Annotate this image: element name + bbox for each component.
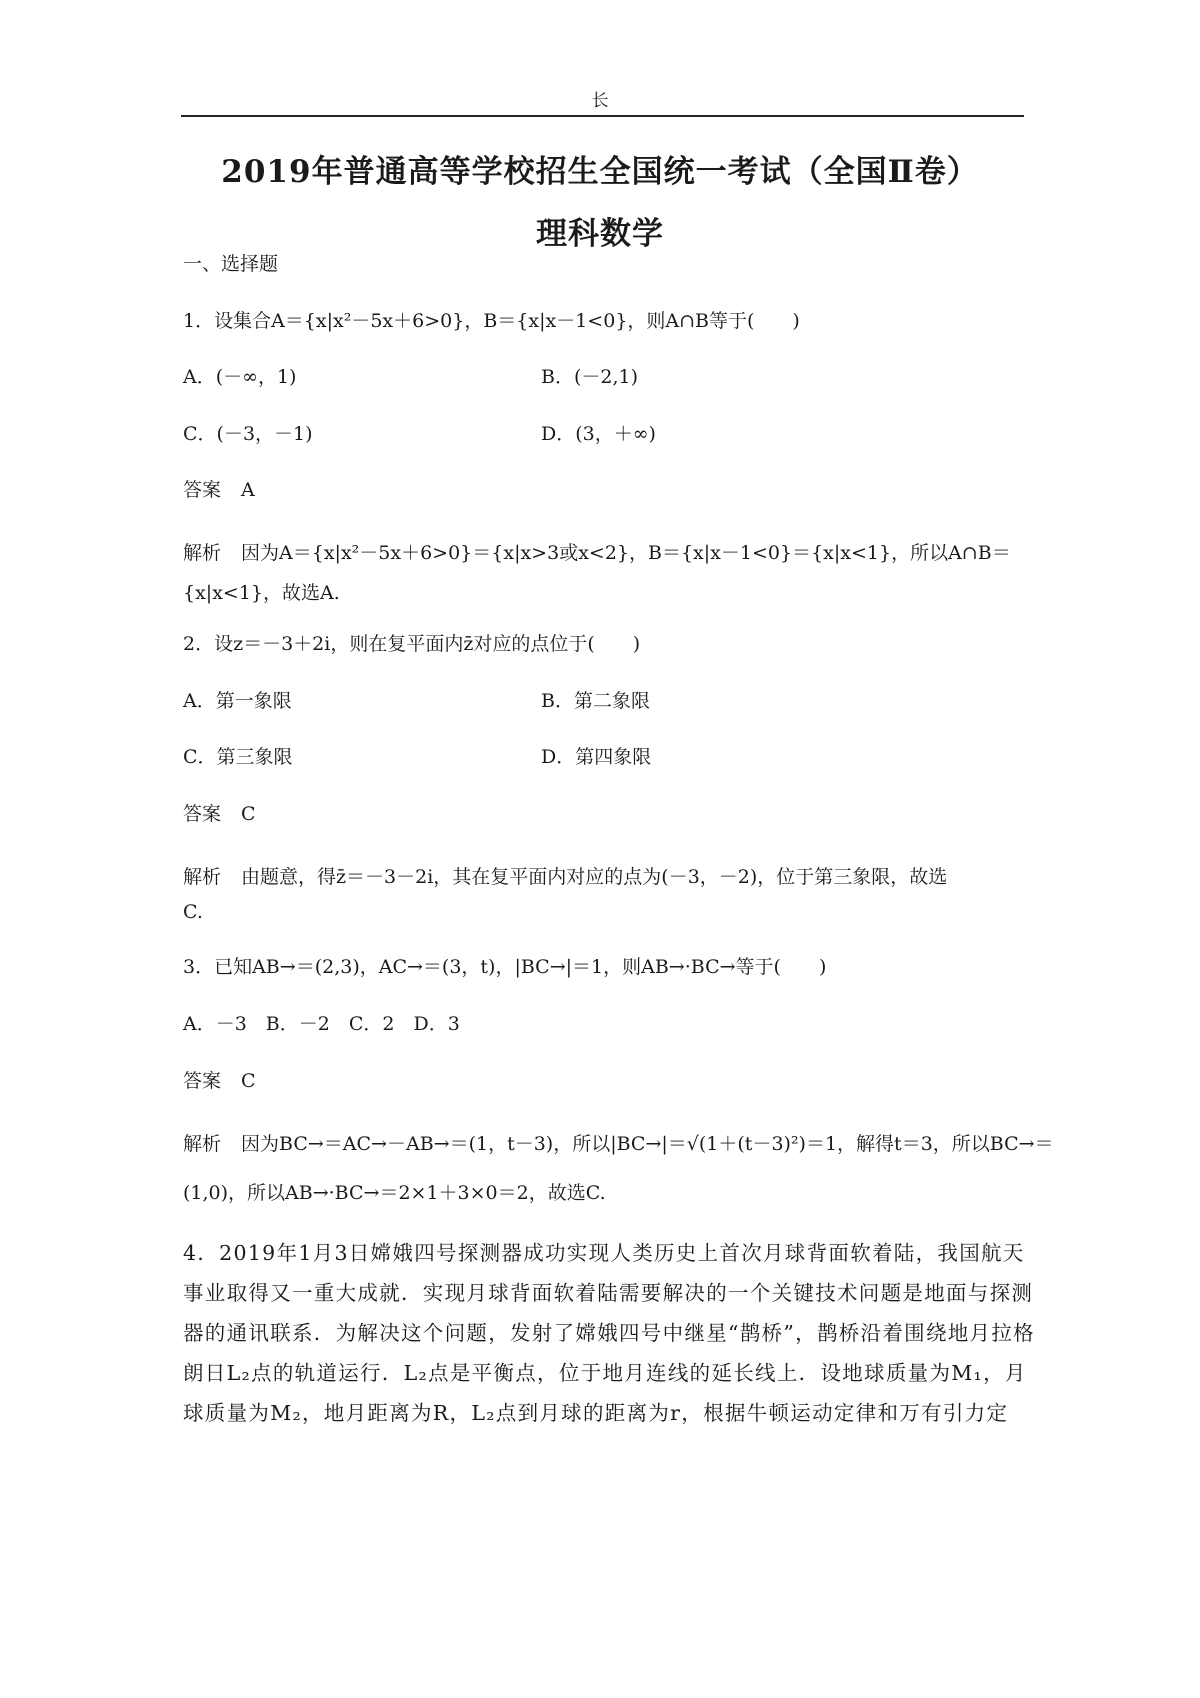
answer-value: C [241, 1070, 256, 1092]
question-4-line: 球质量为M₂，地月距离为R，L₂点到月球的距离为r，根据牛顿运动定律和万有引力定 [183, 1401, 1009, 1425]
analysis-label: 解析 [183, 1133, 222, 1155]
section-heading: 一、选择题 [183, 253, 279, 275]
analysis-line: C. [183, 901, 203, 923]
question-1-answer [183, 481, 255, 500]
analysis-label: 解析 [183, 866, 222, 888]
question-2-option-a: A．第一象限 [183, 690, 292, 712]
question-1-option-a: A．(－∞，1) [183, 366, 297, 388]
question-2-option-d: D．第四象限 [541, 746, 652, 768]
question-2-option-b: B．第二象限 [541, 690, 650, 712]
exam-title: 2019年普通高等学校招生全国统一考试（全国Ⅱ卷） [221, 154, 979, 190]
question-1-option-b: B．(－2,1) [541, 366, 639, 388]
header-rule [181, 115, 1024, 117]
answer-label: 答案 [183, 479, 222, 501]
question-2-stem: 2．设z＝－3＋2i，则在复平面内z̄对应的点位于( ) [183, 633, 641, 655]
question-2-option-c: C．第三象限 [183, 746, 293, 768]
question-3-analysis [183, 1129, 1054, 1156]
analysis-line: 由题意，得z̄＝－3－2i，其在复平面内对应的点为(－3，－2)，位于第三象限，故选 [241, 866, 948, 888]
analysis-line: 因为BC→＝AC→－AB→＝(1，t－3)，所以|BC→|＝√(1＋(t－3)²)＝1，解得t＝3，所以BC→＝ [241, 1133, 1054, 1155]
question-1-option-d: D．(3，＋∞) [541, 423, 656, 445]
question-4-line: 事业取得又一重大成就．实现月球背面软着陆需要解决的一个关键技术问题是地面与探测 [183, 1281, 1034, 1305]
page-header-char: 长 [591, 91, 609, 111]
question-3-options: A．－3 B．－2 C．2 D．3 [183, 1013, 460, 1035]
question-4-line: 器的通讯联系．为解决这个问题，发射了嫦娥四号中继星“鹊桥”，鹊桥沿着围绕地月拉格 [183, 1321, 1035, 1345]
answer-value: C [241, 803, 256, 825]
answer-label: 答案 [183, 1070, 222, 1092]
analysis-line: {x|x<1}，故选A. [183, 582, 340, 604]
analysis-line: 因为A＝{x|x²－5x＋6>0}＝{x|x>3或x<2}，B＝{x|x－1<0}＝{x|x<1}，所以A∩B＝ [241, 542, 1011, 564]
question-1-analysis [183, 538, 1021, 565]
analysis-line: (1,0)，所以AB→·BC→＝2×1＋3×0＝2，故选C. [183, 1182, 606, 1204]
question-4-line: 朗日L₂点的轨道运行．L₂点是平衡点，位于地月连线的延长线上．设地球质量为M₁，月 [183, 1361, 1027, 1385]
question-3-stem: 3．已知AB→＝(2,3)，AC→＝(3，t)，|BC→|＝1，则AB→·BC→等于( ) [183, 956, 827, 978]
question-2-analysis [183, 862, 1021, 889]
question-1-option-c: C．(－3，－1) [183, 423, 313, 445]
question-3-answer [183, 1072, 256, 1091]
question-2-answer [183, 805, 256, 824]
exam-subtitle: 理科数学 [536, 216, 664, 252]
answer-value: A [241, 479, 255, 501]
question-1-stem: 1．设集合A＝{x|x²－5x＋6>0}，B＝{x|x－1<0}，则A∩B等于( ) [183, 310, 800, 332]
question-4-line: 4．2019年1月3日嫦娥四号探测器成功实现人类历史上首次月球背面软着陆，我国航天 [183, 1241, 1025, 1265]
answer-label: 答案 [183, 803, 222, 825]
analysis-label: 解析 [183, 542, 222, 564]
